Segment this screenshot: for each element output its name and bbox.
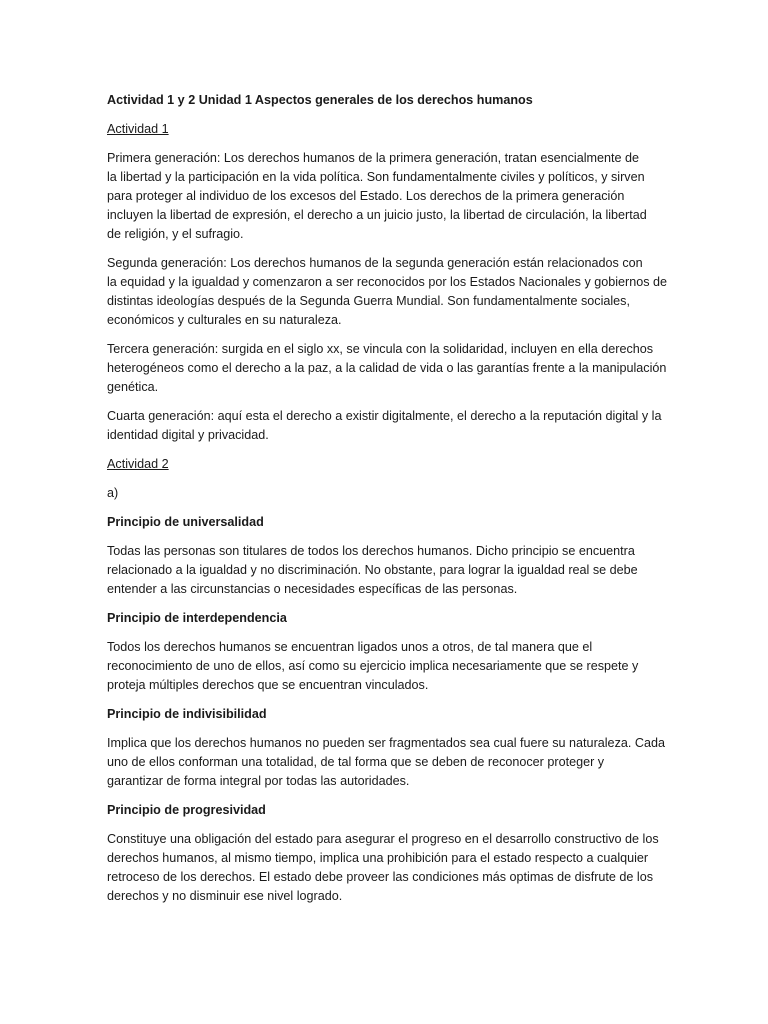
text-line: entender a las circunstancias o necesidades específicas de las personas. [107,582,518,596]
activity-1-label: Actividad 1 [107,122,169,136]
item-a-label: a) [107,486,119,500]
text-line: incluyen la libertad de expresión, el derecho a un juicio justo, la libertad de circulación, la libertad [107,208,647,222]
text-line: económicos y culturales en su naturaleza. [107,313,342,327]
text-line: genética. [107,380,159,394]
text-line: uno de ellos conforman una totalidad, de tal forma que se deben de reconocer proteger y [107,755,605,769]
text-line: derechos y no disminuir ese nivel logrado. [107,889,343,903]
text-line: Todas las personas son titulares de todos los derechos humanos. Dicho principio se encuentra [107,544,635,558]
paragraph-interdependencia [107,638,663,695]
text-line: la equidad y la igualdad y comenzaron a ser reconocidos por los Estados Nacionales y gobiernos de [107,275,668,289]
paragraph-tercera-generacion [107,340,667,397]
text-line: derechos humanos, al mismo tiempo, implica una prohibición para el estado respecto a cualquier [107,851,649,865]
text-line: Primera generación: Los derechos humanos de la primera generación, tratan esencialmente de [107,151,640,165]
paragraph-indivisibilidad [107,734,663,791]
document-page [107,91,668,916]
text-line: Segunda generación: Los derechos humanos de la segunda generación están relacionados con [107,256,643,270]
text-line: heterogéneos como el derecho a la paz, a la calidad de vida o las garantías frente a la manipulación [107,361,667,375]
text-line: proteja múltiples derechos que se encuentran vinculados. [107,678,429,692]
text-line: relacionado a la igualdad y no discriminación. No obstante, para lograr la igualdad real se debe [107,563,638,577]
heading-principio-interdependencia: Principio de interdependencia [107,611,287,625]
text-line: reconocimiento de uno de ellos, así como su ejercicio implica necesariamente que se respete y [107,659,639,673]
text-line: garantizar de forma integral por todas las autoridades. [107,774,410,788]
paragraph-universalidad [107,542,663,599]
text-line: de religión, y el sufragio. [107,227,244,241]
text-line: Tercera generación: surgida en el siglo xx, se vincula con la solidaridad, incluyen en ella derechos [107,342,654,356]
paragraph-segunda-generacion [107,254,668,330]
document-title: Actividad 1 y 2 Unidad 1 Aspectos generales de los derechos humanos [107,93,533,107]
heading-principio-progresividad: Principio de progresividad [107,803,266,817]
text-line: la libertad y la participación en la vida política. Son fundamentalmente civiles y políticos, y sirven [107,170,645,184]
activity-2-label: Actividad 2 [107,457,169,471]
paragraph-primera-generacion [107,149,663,244]
paragraph-cuarta-generacion [107,407,663,445]
text-line: Cuarta generación: aquí esta el derecho a existir digitalmente, el derecho a la reputación digital y la [107,409,662,423]
text-line: Todos los derechos humanos se encuentran ligados unos a otros, de tal manera que el [107,640,593,654]
text-line: distintas ideologías después de la Segunda Guerra Mundial. Son fundamentalmente sociales, [107,294,630,308]
heading-principio-universalidad: Principio de universalidad [107,515,264,529]
text-line: Implica que los derechos humanos no pueden ser fragmentados sea cual fuere su naturaleza. Cada [107,736,665,750]
heading-principio-indivisibilidad: Principio de indivisibilidad [107,707,267,721]
paragraph-progresividad [107,830,663,906]
text-line: retroceso de los derechos. El estado debe proveer las condiciones más optimas de disfrute de los [107,870,654,884]
text-line: Constituye una obligación del estado para asegurar el progreso en el desarrollo constructivo de los [107,832,659,846]
text-line: para proteger al individuo de los excesos del Estado. Los derechos de la primera generación [107,189,625,203]
text-line: identidad digital y privacidad. [107,428,269,442]
